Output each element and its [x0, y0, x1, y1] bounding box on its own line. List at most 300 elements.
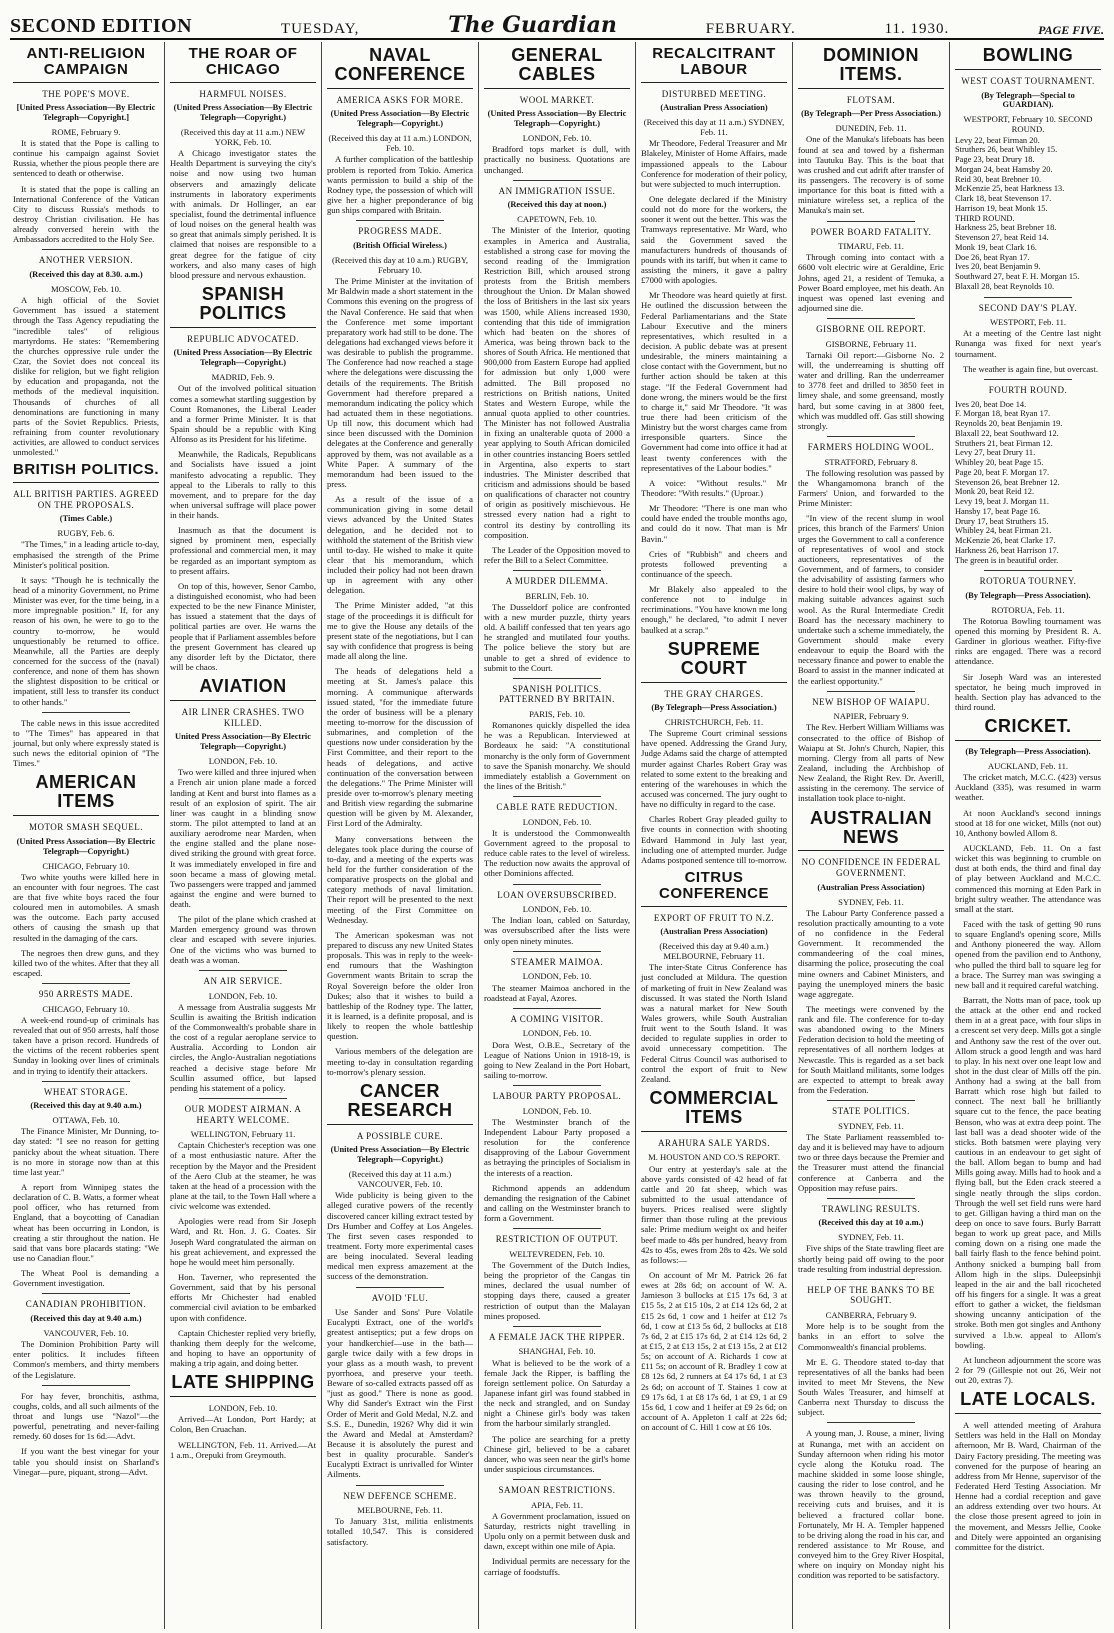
- headline: AUSTRALIAN NEWS: [798, 809, 944, 852]
- article: [798, 691, 944, 804]
- edition-label: SECOND EDITION: [10, 15, 193, 37]
- credit-line: (By Telegraph—Special to GUARDIAN).: [981, 90, 1075, 110]
- paragraph: Out of the involved political situation comes a somewhat startling suggestion by Count Romanones, the Liberal Leader and a former Prime Minister. It is that Spain should be a republic with King Alfonso as its President for his lifetime.: [170, 383, 316, 445]
- article: [484, 1228, 630, 1321]
- columns-container: [8, 42, 1106, 1629]
- credit-line: (By Telegraph—Press Association).: [965, 747, 1091, 757]
- paragraph: Various members of the delegation are meeting to-day in consultation regarding to-morrow's plenary session.: [327, 1046, 473, 1077]
- article: [484, 796, 630, 878]
- dateline: WELTEVREDEN, Feb. 10.: [509, 1248, 605, 1259]
- article: [798, 318, 944, 431]
- newspaper-title: The Guardian: [448, 12, 617, 38]
- paragraph: At a meeting of the Centre last night Runanga was fixed for next year's tournament.: [955, 328, 1101, 359]
- subheadline: STEAMER MAIMOA.: [510, 956, 604, 967]
- section-divider: [513, 1228, 601, 1229]
- day-label: TUESDAY,: [280, 21, 360, 37]
- paragraph: WELLINGTON, Feb. 11. Arrived.—At 1 a.m., Orepuki from Greymouth.: [170, 1439, 316, 1460]
- subheadline: LOAN OVERSUBSCRIBED.: [497, 889, 617, 900]
- dateline: MADRID, Feb. 9.: [211, 372, 275, 383]
- subheadline: AN AIR SERVICE.: [203, 975, 283, 986]
- credit-line: (United Press Association—By Electric Telegraph—Copyright.): [173, 103, 313, 123]
- paragraph: "In view of the recent slump in wool prices, this branch of the Farmers' Union urges the Government to call a conference of representatives of wool and stock auctioneers, representatives of the Government, and of farmers, to consider the advisability of assisting farmers who desire to hold their wool clips, by way of making suitable advances against such wool. As the Rural Intermediate Credit Board has the necessary machinery to undertake such a scheme immediately, the Government should make every endeavour to equip the Board with the necessary finance and power to enable the Board to assist in the manner indicated at the earliest opportunity.": [798, 513, 944, 686]
- paragraph: Five ships of the State trawling fleet are shortly being paid off owing to the poor trade resulting from industrial depression.: [798, 1243, 944, 1274]
- paragraph: Mr Blakely also appealed to the conference not to indulge in recriminations. "You have known me long enough," he declared, "to admit I never baulked at a scrap.": [641, 584, 787, 635]
- paragraph: The American spokesman was not prepared to discuss any new United States proposals. This was in reply to the week-end rumours that the Washington Government wants Britain to scrap the Royal Sovereign before the older Iron Dukes; also that it wishes to build a battleship of the Rodney type. The latter, it is learned, is a definite proposal, and is likely to reopen the whole battleship question.: [327, 929, 473, 1042]
- paragraph: A well attended meeting of Arahura Settlers was held in the Hall on Monday afternoon, Mr B. Ward, Chairman of the Dairy Factory presiding. The meeting was convened for the purpose of hearing an address from Mr Henne, supervisor of the Federated Herd Testing Association. Mr Henne had a cordial reception and gave an address extending over two hours. At the close those present agreed to join in the movement, and Messrs Jellie, Cooke and Ditely were appointed an organising committee for the district.: [955, 1420, 1101, 1552]
- section-divider: [513, 1008, 601, 1009]
- paragraph: Arrived—At London, Port Hardy; at Colon, Ben Cruachan.: [170, 1414, 316, 1435]
- credit-line: (Received this day at 9.40 a.m.): [30, 1314, 142, 1324]
- section-divider: [42, 712, 130, 713]
- dateline: LONDON, Feb. 10.: [522, 904, 592, 915]
- article: [798, 221, 944, 314]
- dateline: LONDON, Feb. 10.: [522, 971, 592, 982]
- subheadline: 950 ARRESTS MADE.: [38, 989, 134, 1000]
- paragraph: The Wheat Pool is demanding a Government investigation.: [13, 1268, 159, 1289]
- paragraph: Mr Theodore: "There is one man who could have ended the trouble months ago, and could do it now. That man is Mr Bavin.": [641, 503, 787, 544]
- article: [798, 1100, 944, 1193]
- subheadline: SPANISH POLITICS. PATTERNED BY BRITAIN.: [499, 683, 615, 705]
- paragraph: Wide publicity is being given to the alleged curative powers of the recently discovered cancer killing extract tested by Drs Humber and Coffey at Los Angeles. The first seven cases responded to treatment. Forty more experimental cases are being inoculated. Several leading medical men express amazement at the success of the demonstration.: [327, 1190, 473, 1282]
- subheadline: POWER BOARD FATALITY.: [810, 226, 932, 237]
- credit-line: (Received this day at noon.): [507, 200, 607, 210]
- paragraph: As a result of the issue of a communication giving in some detail views advanced by the United States delegation, and he decided not to withhold the statement of the British view until to-day. He wished to make it quite clear that his memorandum, which included their policy had not been drawn up in agreement with any other delegation.: [327, 494, 473, 596]
- dateline: TIMARU, Feb. 11.: [838, 241, 904, 252]
- article: [484, 1008, 630, 1080]
- section-divider: [984, 570, 1072, 571]
- paragraph: Inasmuch as that the document is signed by prominent men, especially professional and commercial men, it may be regarded as an important symptom as to present affairs.: [170, 525, 316, 576]
- paragraph: Richmond appends an addendum demanding the resignation of the Cabinet and calling on the Westminster branch to form a Government.: [484, 1182, 630, 1224]
- dateline: SHANGHAI, Feb. 10.: [518, 1346, 596, 1357]
- paragraph: The Finance Minister, Mr Dunning, to-day stated: "I see no reason for getting panicky about the wheat situation. There is no more in storage now than at this time last year.": [13, 1126, 159, 1177]
- subheadline: EXPORT OF FRUIT TO N.Z.: [653, 912, 775, 923]
- headline: CRICKET.: [955, 717, 1101, 741]
- column: [8, 42, 165, 1629]
- credit-line: (Australian Press Association): [660, 103, 768, 113]
- subheadline: MOTOR SMASH SEQUEL.: [28, 822, 144, 833]
- article: [170, 677, 316, 965]
- article: [13, 1385, 159, 1477]
- subheadline: LABOUR PARTY PROPOSAL.: [492, 1091, 622, 1102]
- paragraph: A message from Australia suggests Mr Scullin is awaiting the British indication of the Commonwealth's probable share in the cost of a regular aeroplane service to Australia. According to London air circles, the Anglo-Australian negotiations reached a decisive stage before Mr Scullin assumed office, but lapsed pending his statement of a policy.: [170, 1001, 316, 1093]
- paragraph: The police are searching for a pretty Chinese girl, believed to be a cabaret dancer, who was seen near the girl's home under suspicious circumstances.: [484, 1433, 630, 1475]
- paragraph: The weather is again fine, but overcast.: [963, 363, 1099, 374]
- article: [955, 717, 1101, 1385]
- credit-line: (United Press Association—By Electric Telegraph—Copyright.): [330, 109, 470, 129]
- headline: LATE SHIPPING: [170, 1373, 316, 1397]
- dateline: M. HOUSTON AND CO.'S REPORT.: [648, 1152, 780, 1163]
- credit-line: (Australian Press Association): [817, 882, 925, 892]
- section-divider: [827, 1100, 915, 1101]
- dateline: ROME, February 9.: [51, 126, 121, 137]
- article: [170, 1373, 316, 1460]
- paragraph: Bradford tops market is dull, with practically no business. Quotations are unchanged.: [484, 144, 630, 175]
- headline: BRITISH POLITICS.: [13, 462, 159, 483]
- article: [13, 46, 159, 244]
- paragraph: A Chicago investigator states the Health Department is surveying the city's noise and now using two human observers and amazingly delicate instruments in laboratory experiments with animals. Dr Hollinger, an ear specialist, found the detrimental influence of loud noises on the general health was so great that animals simply perished. It is claimed that noises are responsible to a great degree for the fatigue of city workers, and also many cases of high blood pressure and nervous exhaustion.: [170, 148, 316, 280]
- article: [798, 1279, 944, 1418]
- section-divider: [513, 884, 601, 885]
- headline: NAVAL CONFERENCE: [327, 46, 473, 89]
- dateline: ROTORUA, Feb. 11.: [991, 604, 1065, 615]
- article: [798, 809, 944, 1096]
- headline: AMERICAN ITEMS: [13, 773, 159, 816]
- section-divider: [827, 436, 915, 437]
- paragraph: Individual permits are necessary for the carriage of foodstuffs.: [484, 1556, 630, 1577]
- credit-line: (United Press Association—By Electric Telegraph—Copyright.): [330, 1145, 470, 1165]
- paragraph: Faced with the task of getting 90 runs to square England's opening score, Mills and Anthony pioneered the way. Allom opened from the pavilion end to Anthony, who pulled the third ball to square leg for a brace. The Surrey man was swinging a new ball and it required careful watching.: [955, 918, 1101, 990]
- section-divider: [42, 1081, 130, 1082]
- column: [322, 42, 479, 1629]
- paragraph: It is understood the Commonwealth Government agreed to the proposal to reduce cable rates to the level of wireless. The reduction now awaits the approval of other Dominions affected.: [484, 827, 630, 879]
- page-number: PAGE FIVE.: [1038, 23, 1104, 37]
- article: [484, 951, 630, 1003]
- subheadline: PROGRESS MADE.: [358, 226, 442, 237]
- paragraph: The State Parliament reassembled to-day and it is believed may have to adjourn two or three days because the Premier and the Treasurer must attend the financial conference at Canberra and the Opposition may refuse pairs.: [798, 1131, 944, 1193]
- headline: RECALCITRANT LABOUR: [641, 46, 787, 83]
- article: [170, 970, 316, 1093]
- paragraph: Hon. Taverner, who represented the Government, said that by his personal efforts Mr Chichester had enabled commercial civil aviation to be embarked upon with confidence.: [170, 1271, 316, 1323]
- dateline: MOSCOW, Feb. 10.: [50, 283, 122, 294]
- subheadline: A FEMALE JACK THE RIPPER.: [488, 1331, 626, 1342]
- article: [955, 570, 1101, 712]
- dateline: LONDON, Feb. 10.: [208, 756, 278, 767]
- paragraph: What is believed to be the work of a female Jack the Ripper, is baffling the foreign settlement police. On Saturday a Japanese infant girl was found stabbed in the neck and strangled, and on Sunday night a Chinese girl's body was taken from the harbour similarly strangled.: [484, 1357, 630, 1429]
- subheadline: THE GRAY CHARGES.: [664, 688, 764, 699]
- paragraph: "The Times," in a leading article to-day, emphasised the strength of the Prime Minister's political position.: [13, 539, 159, 570]
- article: [955, 297, 1101, 374]
- paragraph: If you want the best vinegar for your table you should insist on Sharland's Vinegar—pure, piquant, strong—Advt.: [13, 1446, 159, 1477]
- dateline: GISBORNE, February 11.: [825, 338, 917, 349]
- credit-line: (United Press Association—By Electric Telegraph—Copyright.): [487, 109, 627, 129]
- paragraph: The Leader of the Opposition moved to refer the Bill to a Select Committee.: [484, 544, 630, 565]
- paragraph: For hay fever, bronchitis, asthma, coughs, colds, and all such ailments of the throat and lungs use "Nazol"—the powerful, penetrating and never-failing remedy. 60 doses for 1s 6d.—Advt.: [13, 1390, 159, 1442]
- credit-line: (United Press Association—By Electric Telegraph—Copyright.): [16, 836, 156, 856]
- article: [327, 1485, 473, 1547]
- article: [641, 1089, 787, 1432]
- credit-line: (By Telegraph—Per Press Association.): [801, 109, 941, 119]
- paragraph: The Supreme Court criminal sessions have opened. Addressing the Grand Jury, Judge Adams said the charge of attempted murder against Charles Robert Gray was related to some extent to the breaking and entering of the warehouses in which the accused was concerned. The jury ought to have no difficulty in regard to the case.: [641, 728, 787, 810]
- headline: CANCER RESEARCH: [327, 1082, 473, 1125]
- paragraph: The Dusseldorf police are confronted with a new murder puzzle, thirty years old. A bailiff confessed that ten years ago he strangled and mutilated four youths. The police believe the story but are unable to get a shred of evidence to submit to the Court.: [484, 601, 630, 673]
- paragraph: The Indian loan, cabled on Saturday, was oversubscribed after the lists were only open ninety minutes.: [484, 915, 630, 946]
- dateline: LONDON, Feb. 10.: [522, 816, 592, 827]
- dateline: STRATFORD, February 8.: [824, 456, 918, 467]
- paragraph: A high official of the Soviet Government has issued a statement through the Tass Agency repudiating the "incredible tales" of religious martyrdoms. He states: "Remembering the churches oppressive rule under the Czar, the Soviet does not conceal its dislike for religion, but we fight religion by education and propaganda, not the methods of the medieval inquisition. Thousands of churches of all denominations are functioning in many parts of the Soviet Republics. Priests, refraining from counter revolutionary activities, are allowed to conduct services unmolested.": [13, 295, 159, 458]
- paragraph: A Government proclamation, issued on Saturday, restricts night travelling in Upolu only on a permit between dusk and dawn, except within one mile of Apia.: [484, 1510, 630, 1552]
- headline: DOMINION ITEMS.: [798, 46, 944, 89]
- section-divider: [984, 379, 1072, 380]
- subheadline: GISBORNE OIL REPORT.: [816, 324, 926, 335]
- article: [13, 249, 159, 457]
- paragraph: Apologies were read from Sir Joseph Ward, and Rt. Hon. J. G. Coates. Sir Joseph Ward congratulated the airman on his great achievement, and expressed the hope he would meet him personally.: [170, 1216, 316, 1267]
- paragraph: A report from Winnipeg states the declaration of C. B. Watts, a former wheat pool officer, who has returned from England, that a boycotting of Canadian wheat has been occurring in London, is creating a stir throughout the nation. He said that vans bore placards stating: "We use no Canadian flour.": [13, 1182, 159, 1264]
- dateline: LONDON, Feb. 10.: [522, 1028, 592, 1039]
- section-divider: [827, 1422, 915, 1423]
- credit-line: (Times Cable.): [59, 514, 113, 524]
- dateline: BERLIN, Feb. 10.: [525, 590, 589, 601]
- subheadline: RESTRICTION OF OUTPUT.: [495, 1234, 619, 1245]
- dateline: (Received this day at 11 a.m.) LONDON, Feb. 10.: [328, 133, 472, 154]
- paragraph: The pilot of the plane which crashed at Marden emergency ground was thrown clear and escaped with severe injuries. One of the victims who was burned to death was a woman.: [170, 914, 316, 965]
- dateline: (Received this day at 11 a.m.) VANCOUVER, Feb. 10.: [348, 1169, 452, 1190]
- article: [798, 1422, 944, 1580]
- subheadline: WHEAT STORAGE.: [43, 1086, 129, 1097]
- dateline: CAPETOWN, Feb. 10.: [517, 214, 597, 225]
- article: [484, 180, 630, 565]
- subheadline: TRAWLING RESULTS.: [821, 1203, 921, 1214]
- dateline: LONDON, Feb. 10.: [522, 1105, 592, 1116]
- paragraph: The negroes then drew guns, and they killed two of the whites. After that they all escaped.: [13, 947, 159, 978]
- article: [13, 983, 159, 1076]
- paragraph: On account of Mr M. Patrick 26 fat ewes at 28s 6d; on account of W. A. Jamieson 3 bullocks at £15 17s 6d, 3 at £15 5s, 2 at £15 10s, 2 at £14 12s 6d, 2 at £15 2s 6d, 1 cow and 1 heifer at £12 7s 6d, 1 cow at £13 5s 6d, 2 bullocks at £18 7s 6d, 2 at £15 17s 6d, 2 at £14 12s 6d, 2 at £15, 2 at £13 15s, 2 at £13 15s, 2 at £12 5s; on account of A. Richards 1 cow at £11 5s; on account of R. Bradley 1 cow at £8 12s 6d, 2 runners at £4 17s 6d, 1 at £3 2s 6d; on account of T. Staines 1 cow at £9 17s 6d, 1 at £8 17s 6d, 1 at £9, 1 at £9 15s 6d, 1 cow and 1 heifer at £9 2s 6d; on account of A. Appleton 1 calf at 22s 6d; on account of C. Hill 1 cow at £6 10s.: [641, 1269, 787, 1433]
- article: [484, 570, 630, 673]
- paragraph: The steamer Maimoa anchored in the roadstead at Fayal, Azores.: [484, 982, 630, 1003]
- dateline: (Received this day at 11 a.m.) NEW YORK, Feb. 10.: [180, 126, 306, 148]
- dateline: CANBERRA, February 9.: [825, 1310, 917, 1321]
- article: [327, 1287, 473, 1480]
- article: [170, 1098, 316, 1368]
- subheadline: FLOTSAM.: [846, 94, 896, 105]
- month-label: FEBRUARY.: [705, 21, 796, 37]
- subheadline: HELP OF THE BANKS TO BE SOUGHT.: [807, 1284, 935, 1306]
- paragraph: The Westminster branch of the Independent Labour Party proposed a resolution for the conference disapproving of the Labour Government as betraying the principles of Socialism in the interests of a reaction.: [484, 1116, 630, 1178]
- dateline: DUNEDIN, Feb. 11.: [835, 123, 907, 134]
- article: [484, 678, 630, 791]
- paragraph: AUCKLAND, Feb. 11. On a fast wicket this was beginning to crumble on dust at both ends, the third and final day of play between Auckland and M.C.C. commenced this morning at Eden Park in bright sultry weather. The attendance was small at the start.: [955, 842, 1101, 914]
- section-divider: [827, 691, 915, 692]
- dateline: (Received this day at 10 a.m.) RUGBY, February 10.: [331, 254, 469, 275]
- paragraph: A young man, J. Rouse, a miner, living at Runanga, met with an accident on Sunday afternoon when riding his motor cycle along the Kotuku road. The machine skidded in some loose shingle, causing the rider to lose control, and he was thrown heavily to the ground, receiving cuts and bruises, and it is believed a fractured collar bone. Fortunately, Mr H. A. Templer happened to be driving along the road in his car, and rendered assistance to Mr Rouse, and conveyed him to the Grey River Hospital, where on inquiry on Monday night his condition was reported to be satisfactory.: [798, 1428, 944, 1581]
- subheadline: CANADIAN PROHIBITION.: [25, 1299, 147, 1310]
- article: [484, 884, 630, 946]
- paragraph: Captain Chichester replied very briefly, thanking them deeply for the welcome, and hoping to have an opportunity of making a trip again, and doing better.: [170, 1327, 316, 1369]
- article: [484, 1479, 630, 1577]
- column: [636, 42, 793, 1629]
- dateline: LONDON, Feb. 10.: [522, 133, 592, 144]
- article: [484, 1326, 630, 1474]
- headline: SUPREME COURT: [641, 640, 787, 683]
- dateline: NAPIER, February 9.: [833, 711, 909, 722]
- subheadline: ANOTHER VERSION.: [38, 255, 134, 266]
- section-divider: [827, 318, 915, 319]
- headline: AVIATION: [170, 677, 316, 701]
- paragraph: Many conversations between the delegates took place during the course of to-day, and a meeting of the experts was held for the further consideration of the comparative prospects on the global and category methods of naval limitation. Their report will be presented to the next meeting of the First Committee on Wednesday.: [327, 833, 473, 925]
- credit-line: (Received this day at 10 a.m.): [818, 1218, 924, 1228]
- column: [950, 42, 1106, 1629]
- article: [798, 436, 944, 686]
- paragraph: A week-end round-up of criminals has revealed that out of 950 arrests, half those taken have a prison record. Hundreds of the victims of the recent robberies spent Sunday in looking over lines of criminals and in trying to identify their attackers.: [13, 1014, 159, 1076]
- paragraph: Two were killed and three injured when a French air union plane made a forced landing at Kent and burst into flames as a result of an explosion of spirit. The air liner was caught in a blinding snow storm. The pilot attempted to land at an auxiliary aerodrome near Marden, when the engine stalled and the plane nose-dived striking the ground with great force. It was immediately enveloped in fire and soon became a mass of glowing metal. Two passengers were trapped and jammed against the engine and were burned to death.: [170, 767, 316, 910]
- dateline: LONDON, Feb. 10.: [208, 1403, 278, 1414]
- paragraph: The Labour Party Conference passed a resolution practically amounting to a vote of no confidence in the Federal Government. It recommended the commandeering of the coal mines, disarming the police, prosecuting the coal mine owners and Cabinet Ministers, and paying the unemployed miners the basic wage aggregate.: [798, 907, 944, 999]
- article: [798, 46, 944, 216]
- article: [327, 1082, 473, 1282]
- section-divider: [827, 1279, 915, 1280]
- dateline: SYDNEY, Feb. 11.: [838, 1232, 904, 1243]
- paragraph: Mr E. G. Theodore stated to-day that representatives of all the banks had been invited to meet Mr Stevens, the New South Wales Treasurer, and himself at Canberra next Thursday to discuss the subject.: [798, 1356, 944, 1418]
- dateline: WELLINGTON, February 11.: [190, 1129, 296, 1140]
- paragraph: It is stated that the Pope is calling to continue his campaign against Soviet Russia, whether the pious people there are sentenced to death or otherwise.: [13, 138, 159, 179]
- paragraph: One of the Manuka's lifeboats has been found at sea and towed by a fisherman into Tautuku Bay. This is the boat that was crushed and cut adrift after transfer of its passengers. The recovery is of some importance for this boat is fitted with a miniature wireless set, a replica of the Manuka's main set.: [798, 134, 944, 216]
- section-divider: [513, 951, 601, 952]
- section-divider: [827, 1198, 915, 1199]
- paragraph: It says: "Though he is technically the head of a minority Government, no Prime Minister was ever, for the time being, in a more impregnable position." If, for any reason of his own, he were to go to the country to-morrow, he would unquestionably be returned to office. Meanwhile, all the Parties are deeply concerned for the success of the (naval) conference, and none of them has shown the slightest disposition to be critical or impatient, still less to transfer its conduct to other hands.": [13, 574, 159, 707]
- dateline: (Received this day at 11 a.m.) SYDNEY, Feb. 11.: [643, 117, 785, 138]
- article: [484, 46, 630, 175]
- subheadline: NEW BISHOP OF WAIAPU.: [812, 696, 930, 707]
- credit-line: (By Telegraph—Press Association).: [965, 590, 1091, 600]
- paragraph: Charles Robert Gray pleaded guilty to five counts in connection with shooting Edward Hammond in July last year, including one of attempted murder. Judge Adams postponed sentence till to-morrow.: [641, 814, 787, 865]
- subheadline: NEW DEFENCE SCHEME.: [343, 1490, 457, 1501]
- headline: LATE LOCALS.: [955, 1390, 1101, 1414]
- article: [13, 712, 159, 769]
- paragraph: Through coming into contact with a 6600 volt electric wire at Geraldine, Eric Johns, aged 21, a resident of Temuka, a Power Board employee, met his death. An inquest was opened last evening and adjourned sine die.: [798, 252, 944, 314]
- section-divider: [356, 220, 444, 221]
- paragraph: Mr Theodore was heard quietly at first. He outlined the discussion between the Federal Parliamentarians and the State Labour Executive and the miners representatives, which resulted in a decision. A public debate was at present undesirable, the miners maintaining a close contact with the Government, but no further action should be taken at this stage. "If the Federal Government had done wrong, the miners would be the first to charge it," said Mr Theodore. "It was true there had been criticism of the Ministry but the worst charges came from irresponsible quarters. Since the Government had come into office it had at least twenty conferences with the representatives of the Labour bodies.": [641, 290, 787, 473]
- article: [327, 220, 473, 1076]
- headline: SPANISH POLITICS: [170, 285, 316, 328]
- section-divider: [984, 297, 1072, 298]
- dateline: APIA, Feb. 11.: [531, 1499, 583, 1510]
- paragraph: Meanwhile, the Radicals, Republicans and Socialists have issued a joint manifesto advocating a republic. They appeal to the Liberals to rally to this movement, and to prepare for the day when universal suffrage will place power in their hands.: [170, 449, 316, 521]
- column: [793, 42, 950, 1629]
- credit-line: (By Telegraph—Press Association.): [651, 703, 777, 713]
- paragraph: The cricket match, M.C.C. (423) versus Auckland (335), was resumed in warm weather.: [955, 772, 1101, 803]
- article: [955, 379, 1101, 565]
- credit-line: United Press Association—By Electric Telegraph—Copyright.): [175, 732, 311, 752]
- paragraph: Two white youths were killed here in an encounter with four negroes. The cast are that five white boys raced the four coloured men in automobiles. A smash was the outcome. Each party accused others of causing the smash up that resulted in the damaging of the cars.: [13, 871, 159, 943]
- subheadline: WEST COAST TOURNAMENT.: [961, 75, 1095, 86]
- paragraph: Mr Theodore, Federal Treasurer and Mr Blakeley, Minister of Home Affairs, made impassioned appeals to the Labour Conference for moderation of their policy, but were subjected to much interruption.: [641, 138, 787, 189]
- article: [327, 46, 473, 215]
- paragraph: The Rotorua Bowling tournament was opened this morning by President R. A. Gardiner in glorious weather. Fifty-five rinks are engaged. There was a record attendance.: [955, 615, 1101, 667]
- dateline: CHICAGO, February 10.: [42, 1003, 130, 1014]
- subheadline: STATE POLITICS.: [832, 1106, 910, 1117]
- paragraph: The inter-State Citrus Conference has just concluded at Mildura. The question of marketing of fruit in New Zealand was discussed. It was stated the North Island was a natural market for New South Wales growers, while South Australian fruit went to the South Island. It was decided to regulate supplies in order to avoid unnecessary competition. The Federal Citrus Council was authorised to control the export of fruit to New Zealand.: [641, 962, 787, 1084]
- dateline: LONDON, Feb. 10.: [208, 990, 278, 1001]
- subheadline: OUR MODEST AIRMAN. A HEARTY WELCOME.: [184, 1103, 302, 1125]
- paragraph: Sir Joseph Ward was an interested spectator, he being much improved in health. Section play has advanced to the third round.: [955, 671, 1101, 713]
- credit-line: (Received this day at 9.40 a.m.): [30, 1101, 142, 1111]
- headline: GENERAL CABLES: [484, 46, 630, 89]
- paragraph: The following resolution was passed by the Whangamomona branch of the Farmers' Union, and forwarded to the Prime Minister:: [798, 467, 944, 509]
- paragraph: The cable news in this issue accredited to "The Times" has appeared in that journal, but only where expressly stated is such news the editorial opinion of "The Times.": [13, 717, 159, 769]
- dateline: CHICAGO, February 10.: [42, 860, 130, 871]
- section-divider: [356, 1287, 444, 1288]
- paragraph: The meetings were convened by the rank and file. The conference for to-day was abandoned owing to the Miners Federation decision to hold the meeting of representatives of all northern lodges at Newcastle. This is regarded as a set back for South Maitland militants, some lodges are expected to attempt to break away from the Federation.: [798, 1003, 944, 1096]
- dateline: AUCKLAND, Feb. 11.: [987, 760, 1069, 771]
- paragraph: Captain Chichester's reception was one of a most enthusiastic nature. After the reception by the Mayor and the President of the Aero Club at the steamer, he was taken at the head of a procession with the plane at the tail, to the Town Hall where a civic welcome was extended.: [170, 1140, 316, 1212]
- paragraph: At noon Auckland's second innings stood at 18 for one wicket, Mills (not out) 10, Anthony bowled Allom 8.: [955, 807, 1101, 838]
- section-divider: [42, 1385, 130, 1386]
- subheadline: ALL BRITISH PARTIES. AGREED ON THE PROPOSALS.: [13, 489, 159, 510]
- paragraph: The Prime Minister at the invitation of Mr Baldwin made a short statement in the Commons this evening on the progress of the Naval Conference. He said that when the Conference met some important preparatory work had still to be done. The delegations had exchanged views before it was desirable to publish the programme. The Conference had now reached a stage where the delegations were discussing the details of the requirements. The British Government had therefore prepared a memorandum indicating the policy which had actuated them in these negotiations. Up till now, this document which had since been discussed with the Dominion delegates at the Conference and generally approved by them, was not available as a White Paper. A summary of the memorandum had been issued to the press.: [327, 276, 473, 489]
- section-divider: [513, 678, 601, 679]
- paragraph: Use Sander and Sons' Pure Volatile Eucalypti Extract, one of the world's greatest antiseptics; put a few drops on your handkerchief—use in the bath—gargle twice daily with a few drops in your glass as a mouth wash, to prevent pyorrhoea, and preserve your teeth. Beware of so-called extracts passed off as "just as good." There is none as good. Why did Sander's Extract win the First Order of Merit and Gold Medal, N.Z. and S.S. E., Dunedin, 1926? Why did it win the Award and Medal at Amsterdam? Because it is absolutely the purest and best in quality procurable. Sander's Eucalypti Extract is unrivalled for Winter Ailments.: [327, 1307, 473, 1480]
- paragraph: The heads of delegations held a meeting at St. James's palace this morning. A communique afterwards issued stated, "for the immediate future the order of business will be a plenary meeting to-morrow for the discussion of submarines, and completion of the questions now under consideration by the First Committee, and their report to the heads of delegations, and active continuation of the conversation between the delegations." The Prime Minister will preside over to-morrow's plenary meeting and British view regarding the submarine question will be given by M. Alexander, First Lord of the Admiralty.: [327, 666, 473, 829]
- subheadline: A POSSIBLE CURE.: [356, 1130, 444, 1141]
- dateline: OTTAWA, Feb. 10.: [52, 1115, 120, 1126]
- subheadline: A COMING VISITOR.: [510, 1013, 604, 1024]
- section-divider: [199, 970, 287, 971]
- paragraph: One delegate declared if the Ministry could not do more for the workers, the sooner it went out the better. This was the Tramways representative. Mr Ward, who said the Government saved the manufacturers hundreds of thousands of pounds with its tariff, but when it came to assisting the miners, it gave a paltry £7000 with apologies.: [641, 194, 787, 286]
- paragraph: On top of this, however, Senor Cambo, a distinguished economist, who had been expected to be the new Finance Minister, has issued a statement that the days of political parties are over. He warns the people that if Parliament assembles before the present Government has cleared up any disorder left by the Dictator, there will be chaos.: [170, 580, 316, 673]
- dateline: WESTPORT, February 10. SECOND ROUND.: [963, 114, 1093, 135]
- subheadline: ROTORUA TOURNEY.: [979, 576, 1077, 587]
- dateline: RUGBY, Feb. 6.: [57, 528, 115, 539]
- section-divider: [513, 1326, 601, 1327]
- paragraph: The Prime Minister added, "at this stage of the proceedings it is difficult for me to give the House any details of the present state of the negotiations, but I can say with confidence that progress is being made all along the line.: [327, 600, 473, 662]
- dateline: SYDNEY, Feb. 11.: [838, 1120, 904, 1131]
- subheadline: SAMOAN RESTRICTIONS.: [498, 1485, 616, 1496]
- section-divider: [513, 1085, 601, 1086]
- paragraph: The Dominion Prohibition Party will enter politics. It includes fifteen Common's members, and thirty members of the Legislature.: [13, 1339, 159, 1380]
- paragraph: Tarnaki Oil report:—Gisborne No. 2 will, the underreaming is shutting off water and drilling. Ran the underreamer to 3778 feet and drilled to 3850 feet in limey shale, and some greensand, mostly hard, but some caving in at 3800 feet, which was muddled off. Gas still showing strongly.: [798, 349, 944, 431]
- subheadline: CABLE RATE REDUCTION.: [496, 802, 618, 813]
- section-divider: [199, 1098, 287, 1099]
- section-divider: [42, 1293, 130, 1294]
- paragraph: The Government of the Dutch Indies, being the proprietor of the Cangas tin mines, declared the usual number of stopping days there, caused a greater restriction of output than the Malayan mines proposed.: [484, 1260, 630, 1321]
- article: [641, 870, 787, 1084]
- article: [484, 1085, 630, 1223]
- subheadline: FOURTH ROUND.: [988, 384, 1068, 395]
- article: [955, 46, 1101, 292]
- headline: COMMERCIAL ITEMS: [641, 1089, 787, 1132]
- credit-line: (Received this day at 8.30. a.m.): [29, 270, 143, 280]
- subheadline: SECOND DAY'S PLAY.: [978, 302, 1078, 313]
- article: [798, 1198, 944, 1274]
- article: [641, 640, 787, 865]
- dateline: SYDNEY, Feb. 11.: [838, 896, 904, 907]
- results-list: Levy 22, beat Firman 20. Struthers 26, beat Whibley 15. Page 23, beat Drury 18. Morgan 24, beat Hamsby 20. Reid 30, beat Brebner 10. McKenzie 25, beat Harkness 13. Clark 18, beat Stevenson 17. Harrison 19, beat Monk 15. THIRD ROUND. Harkness 25, beat Brebner 18. Stevenson 27, beat Reid 14. Monk 19, beat Clark 16. Doe 26, beat Ryan 17. Ives 20, beat Benjamin 9. Southward 27, beat F. H. Morgan 15. Blaxall 28, beat Reynolds 10.: [955, 135, 1080, 291]
- dateline: PARIS, Feb. 10.: [529, 709, 585, 720]
- paragraph: Cries of "Rubbish" and cheers and protests followed preventing a continuance of the speech.: [641, 548, 787, 579]
- credit-line: [United Press Association—By Electric Telegraph—Copyright.]: [16, 103, 156, 123]
- subheadline: ARAHURA SALE YARDS.: [658, 1137, 770, 1148]
- section-divider: [827, 221, 915, 222]
- subheadline: AN IMMIGRATION ISSUE.: [498, 185, 616, 196]
- results-list: Ives 20, beat Doe 14. F. Morgan 18, beat Ryan 17. Reynolds 20, beat Benjamin 19. Blaxall 22, beat Southward 12. Struthers 21, beat Firman 12. Levy 27, beat Drury 11. Whibley 20, beat Page 15. Page 20, beat F. Morgan 17. Stevenson 26, beat Brebner 12. Monk 20, beat Reid 12. Levy 19, beat J. Morgan 11. Hansby 17, beat Page 16. Drury 17, beat Struthers 15. Whibley 24, beat Firman 21. McKenzie 26, beat Clarke 17. Harkness 26, beat Harrison 17. The green is in beautiful order.: [955, 399, 1063, 565]
- subheadline: THE POPE'S MOVE.: [42, 88, 130, 99]
- paragraph: Barratt, the Notts man of pace, took up the attack at the other end and rocked them in at a great pace, with four slips in a crescent set very deep. Mills got a single and Anthony saw the rest of the over out. Allom struck a good length and was hard to play. In his next over one leapt low and shot in the dust clear of Mills off the pin. Anthony had a swing at the ball from Barratt which rose high but failed to connect. The next ball he brilliantly square cut to the fence, the pace beating Benson, who was at extra deep point. The last ball was a dead shooter wide of the sticks. Both batsmen were playing very cautious in an endeavour to get sight of the ball. Allom began to bump and had Mills going away. Mills had to hook and a flying ball, but the Eden crack steered a single neatly through the slips cordon. Through the well set field runs were hard to get. Gilligan having a third man on the deep on once to save fours. Burly Barratt began to work up great pace, and Mills coming down on a rising one made the ball fairly flash to the fence behind point. Anthony snicked a bumping ball from Allom high in the slips. Duleepsinhji leaped in the air and the ball ricocheted off his fingers for a single. It was a great effort to gather a wicket, the fieldsman showing uncanny anticipation of the stroke. Both men got singles and Anthony survived a l.b.w. appeal to Allom's bowling.: [955, 994, 1101, 1350]
- headline: ANTI-RELIGION CAMPAIGN: [13, 46, 159, 83]
- subheadline: AIR LINER CRASHES. TWO KILLED.: [181, 707, 305, 728]
- subheadline: NO CONFIDENCE IN FEDERAL GOVERNMENT.: [801, 857, 941, 878]
- column: [165, 42, 322, 1629]
- paragraph: Our entry at yesterday's sale at the above yards consisted of 42 head of fat cattle and 20 fat sheep, which was submitted to the usual attendance of buyers. Prices realised were slightly firmer than those ruling at the previous sale: Prime medium weight ox and heifer beef made to 48s per hundred, heavy from 42s to 45s, ewes from 28s to 42s. We sold as follows:—: [641, 1163, 787, 1265]
- section-divider: [42, 249, 130, 250]
- headline: THE ROAR OF CHICAGO: [170, 46, 316, 83]
- subheadline: FARMERS HOLDING WOOL.: [807, 442, 935, 453]
- article: [641, 46, 787, 635]
- paragraph: The Rev. Herbert William Williams was consecrated to the office of Bishop of Waiapu at St. John's Church, Napier, this morning. Clergy from all parts of New Zealand, including the Archbishop of New Zealand, the Right Rev. Dr. Averill, assisting in the ceremony. The service of installation took place to-night.: [798, 722, 944, 804]
- article: [13, 1293, 159, 1379]
- masthead: [10, 8, 1104, 40]
- paragraph: More help is to be sought from the banks in an effort to solve the Commonwealth's financial problems.: [798, 1321, 944, 1352]
- dateline: VANCOUVER, Feb. 10.: [43, 1327, 129, 1338]
- section-divider: [42, 983, 130, 984]
- dateline: (Received this day at 9.40 a.m.) MELBOURNE, February 11.: [659, 941, 769, 962]
- section-divider: [513, 180, 601, 181]
- article: [13, 1081, 159, 1289]
- column: [479, 42, 636, 1629]
- subheadline: DISTURBED MEETING.: [661, 88, 767, 99]
- subheadline: AMERICA ASKS FOR MORE.: [336, 94, 464, 105]
- paragraph: At luncheon adjournment the score was 2 for 79 (Gillespie not out 26, Weir not out 20, extras 7).: [955, 1354, 1101, 1386]
- headline: CITRUS CONFERENCE: [641, 870, 787, 907]
- section-divider: [513, 796, 601, 797]
